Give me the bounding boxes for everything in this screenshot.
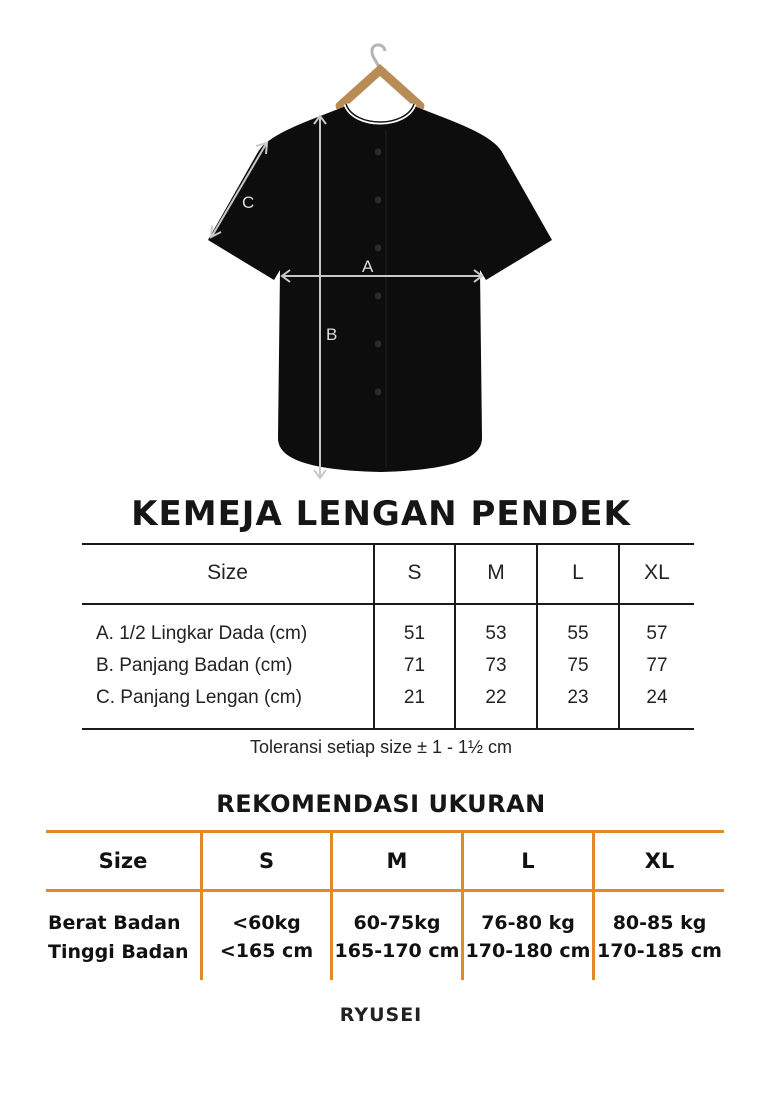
- rec-header-s: S: [258, 849, 275, 873]
- table-header-divider: [82, 603, 694, 605]
- table-cell: 21: [403, 687, 426, 708]
- table-border-top: [82, 543, 694, 545]
- size-header-l: L: [572, 561, 584, 584]
- rec-size-header: Size: [98, 849, 148, 873]
- hanger-bar: [340, 70, 420, 106]
- table-cell: 53: [485, 623, 507, 644]
- size-header: Size: [207, 561, 248, 584]
- tolerance-note: Toleransi setiap size ± 1 - 1½ cm: [250, 737, 512, 757]
- table-cell: 71: [403, 655, 426, 676]
- page-title: KEMEJA LENGAN PENDEK: [131, 494, 631, 534]
- size-header-s: S: [407, 561, 422, 584]
- rec-label-weight: Berat Badan: [48, 912, 181, 934]
- size-header-m: M: [487, 561, 505, 584]
- shirt-illustration: [190, 40, 570, 490]
- label-a: A: [362, 257, 374, 276]
- table-cell: 51: [403, 623, 426, 644]
- table-cell: 23: [567, 687, 589, 708]
- table-cell: 57: [646, 623, 668, 644]
- label-c: C: [242, 193, 255, 212]
- table-cell: 22: [485, 687, 507, 708]
- table-cell: 55: [567, 623, 589, 644]
- recommendation-title: REKOMENDASI UKURAN: [216, 790, 546, 818]
- rec-weight-xl: 80-85 kg: [612, 912, 707, 934]
- shirt-body: [208, 106, 552, 472]
- row-label-sleeve-length: C. Panjang Lengan (cm): [96, 687, 302, 708]
- table-cell: 75: [567, 655, 589, 676]
- shirt-figure: [190, 40, 570, 490]
- table-cell: 24: [646, 687, 668, 708]
- rec-weight-s: <60kg: [232, 912, 301, 934]
- table-cell: 77: [646, 655, 668, 676]
- rec-header-divider: [46, 889, 724, 892]
- rec-weight-l: 76-80 kg: [481, 912, 575, 934]
- rec-label-height: Tinggi Badan: [48, 941, 189, 963]
- row-label-body-length: B. Panjang Badan (cm): [96, 655, 293, 676]
- brand-logo: RYUSEI: [339, 1004, 423, 1026]
- table-cell: 73: [485, 655, 507, 676]
- rec-height-s: <165 cm: [219, 940, 314, 962]
- recommendation-table: [46, 830, 724, 980]
- rec-header-l: L: [521, 849, 535, 873]
- size-chart-table: [82, 543, 694, 730]
- rec-height-l: 170-180 cm: [465, 940, 591, 962]
- label-b: B: [326, 325, 338, 344]
- rec-header-m: M: [386, 849, 408, 873]
- rec-height-xl: 170-185 cm: [597, 940, 722, 962]
- table-border-bottom: [82, 728, 694, 730]
- rec-border-top: [46, 830, 724, 833]
- size-header-xl: XL: [644, 561, 670, 584]
- rec-weight-m: 60-75kg: [353, 912, 441, 934]
- rec-header-xl: XL: [644, 849, 675, 873]
- rec-height-m: 165-170 cm: [334, 940, 460, 962]
- row-label-chest: A. 1/2 Lingkar Dada (cm): [96, 623, 308, 644]
